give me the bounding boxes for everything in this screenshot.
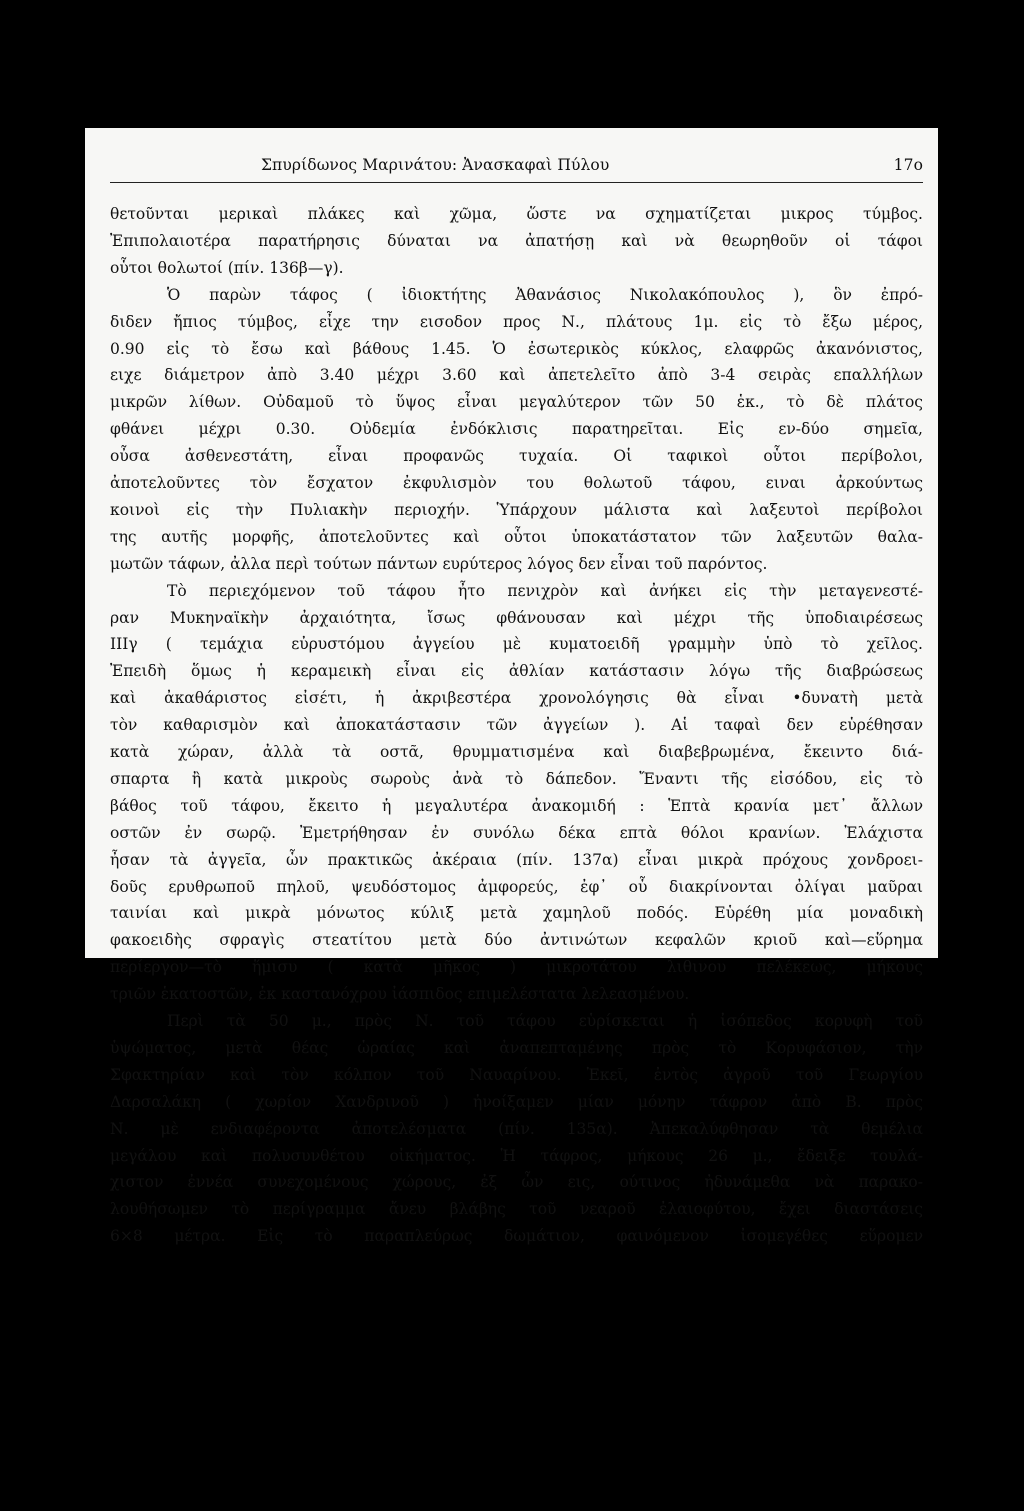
text-line: περίεργον—τὸ ἥμισυ ( κατὰ μῆκος ) μικροτάτου λιθινου πελέκεως, μήκους — [110, 958, 923, 977]
text-line: μεγάλου καὶ πολυσυνθέτου οἰκήματος. Ἡ τάφρος, μήκους 26 μ., ἔδειξε τουλά- — [110, 1146, 923, 1165]
text-line: 6×8 μέτρα. Εἰς τὸ παραπλεύρως δωμάτιον, φαινόμενον ἰσομεγέθες εὕρομεν — [110, 1227, 923, 1246]
text-line: κατὰ χώραν, ἀλλὰ τὰ οστᾶ, θρυμματισμένα καὶ διαβεβρωμένα, ἔκειντο διά- — [110, 743, 923, 761]
text-line: φακοειδὴς σφραγὶς στεατίτου μετὰ δύο ἀντινώτων κεφαλῶν κριοῦ καὶ—εὕρημα — [110, 931, 923, 950]
text-line: διδεν ἤπιος τύμβος, εἶχε την εισοδον προς Ν., πλάτους 1μ. εἰς τὸ ἔξω μέρος, — [110, 312, 923, 331]
text-line: μωτῶν τάφων, ἀλλα περὶ τούτων πάντων ευρύτερος λόγος δεν εἶναι τοῦ παρόντος. — [110, 554, 768, 573]
text-line: Σφακτηρίαν καὶ τὸν κόλπον τοῦ Ναυαρίνου. Ἐκεῖ, ἐντὸς ἀγροῦ τοῦ Γεωργίου — [110, 1065, 923, 1084]
text-line: ἀποτελοῦντες τὸν ἔσχατον ἐκφυλισμὸν του θολωτοῦ τάφου, ειναι ἀρκούντως — [110, 474, 923, 492]
text-line: χιστον ἐννέα συνεχομένους χώρους, ἐξ ὧν εις, ούτινος ἠδυνάμεθα νὰ παρακο- — [110, 1173, 923, 1192]
text-line: δοῦς ερυθρωποῦ πηλοῦ, ψευδόστομος ἀμφορεύς, ἐφ᾽ οὗ διακρίνονται ὀλίγαι μαῦραι — [110, 877, 923, 896]
page-number: 17ο — [893, 156, 923, 174]
text-line: ραν Μυκηναϊκὴν ἀρχαιότητα, ἴσως φθάνουσαν καὶ μέχρι τῆς ὑποδιαιρέσεως — [110, 608, 923, 627]
text-line: καὶ ἀκαθάριστος εἰσέτι, ἡ ἀκριβεστέρα χρονολόγησις θὰ εἶναι •δυνατὴ μετὰ — [110, 689, 923, 708]
text-line: ΙΙΙγ ( τεμάχια εὐρυστόμου ἀγγείου μὲ κυματοειδῆ γραμμὴν ὑπὸ τὸ χεῖλος. — [110, 635, 923, 654]
text-line: Ὁ παρὼν τάφος ( ἰδιοκτήτης Ἀθανάσιος Νικολακόπουλος ), ὃν ἐπρό- — [167, 285, 923, 304]
text-line: της αυτῆς μορφῆς, ἀποτελοῦντες καὶ οὗτοι ὑποκατάστατον τῶν λαξευτῶν θαλα- — [110, 527, 923, 546]
text-line: σπαρτα ἢ κατὰ μικροὺς σωροὺς ἀνὰ τὸ δάπεδον. Ἔναντι τῆς εἰσόδου, εἰς τὸ — [110, 769, 923, 788]
text-line: θετοῦνται μερικαὶ πλάκες καὶ χῶμα, ὥστε να σχηματίζεται μικρος τύμβος. — [110, 205, 923, 223]
text-line: Ἐπιπολαιοτέρα παρατήρησις δύναται να ἀπατήσῃ καὶ νὰ θεωρηθοῦν οἱ τάφοι — [110, 231, 923, 250]
text-line: Περὶ τὰ 50 μ., πρὸς Ν. τοῦ τάφου εὑρίσκεται ἡ ἰσόπεδος κορυφὴ τοῦ — [167, 1012, 923, 1030]
text-line: ειχε διάμετρον ἀπὸ 3.40 μέχρι 3.60 καὶ ἀπετελεῖτο ἀπὸ 3-4 σειρὰς επαλλήλων — [110, 366, 923, 385]
text-line: ταινίαι καὶ μικρὰ μόνωτος κύλιξ μετὰ χαμηλοῦ ποδός. Εὑρέθη μία μοναδικὴ — [110, 904, 923, 923]
text-line: οστῶν ἐν σωρῷ. Ἐμετρήθησαν ἐν συνόλω δέκα επτὰ θόλοι κρανίων. Ἐλάχιστα — [110, 823, 923, 842]
text-line: τὸν καθαρισμὸν καὶ ἀποκατάστασιν τῶν ἀγγείων ). Αἱ ταφαὶ δεν εὑρέθησαν — [110, 716, 923, 735]
document-page — [85, 128, 938, 1246]
text-line: οὗτοι θολωτοί (πίν. 136β—γ). — [110, 258, 344, 277]
text-line: βάθος τοῦ τάφου, ἔκειτο ἡ μεγαλυτέρα ἀνακομιδή : Ἑπτὰ κρανία μετ᾽ ἄλλων — [110, 796, 923, 815]
text-line: 0.90 εἰς τὸ ἔσω καὶ βάθους 1.45. Ὁ ἐσωτερικὸς κύκλος, ελαφρῶς ἀκανόνιστος, — [110, 339, 923, 358]
text-line: Ν. μὲ ενδιαφέροντα ἀποτελέσματα (πίν. 135α). Ἀπεκαλύφθησαν τὰ θεμέλια — [110, 1119, 923, 1138]
text-line: οὖσα ἀσθενεστάτη, εἶναι προφανῶς τυχαία. Οἱ ταφικοὶ οὗτοι περίβολοι, — [110, 447, 923, 466]
text-line: ἦσαν τὰ ἀγγεῖα, ὧν πρακτικῶς ἀκέραια (πίν. 137α) εἶναι μικρὰ πρόχους χονδροει- — [110, 850, 923, 869]
header-rule — [110, 182, 923, 183]
text-line: Ἐπειδὴ ὅμως ἡ κεραμεικὴ εἶναι εἰς ἀθλίαν κατάστασιν λόγω τῆς διαβρώσεως — [110, 662, 923, 681]
text-line: ὑψώματος, μετὰ θέας ὡραίας καὶ ἀναπεπταμένης πρὸς τὸ Κορυφάσιον, τὴν — [110, 1038, 923, 1057]
text-line: τριῶν ἑκατοστῶν, ἐκ καστανόχρου ἰάσπιδος επιμελέστατα λελεασμένου. — [110, 985, 690, 1004]
text-line: Τὸ περιεχόμενον τοῦ τάφου ἦτο πενιχρὸν καὶ ἀνήκει εἰς τὴν μεταγενεστέ- — [167, 581, 923, 600]
header-title: Σπυρίδωνος Μαρινάτου: Ἀνασκαφαὶ Πύλου — [261, 156, 610, 174]
text-line: Δαρσαλάκη ( χωρίον Χανδρινοῦ ) ἠνοίξαμεν μίαν μόνην τάφρον ἀπὸ Β. πρὸς — [110, 1092, 923, 1111]
text-line: φθάνει μέχρι 0.30. Οὐδεμία ἐνδόκλισις παρατηρεῖται. Εἰς εν-δύο σημεῖα, — [110, 420, 923, 439]
text-line: κοινοὶ εἰς τὴν Πυλιακὴν περιοχήν. Ὑπάρχουν μάλιστα καὶ λαξευτοὶ περίβολοι — [110, 500, 923, 519]
running-header — [85, 156, 938, 178]
text-line: λουθήσωμεν τὸ περίγραμμα ἄνευ βλάβης τοῦ νεαροῦ ἐλαιοφύτου, ἔχει διαστάσεις — [110, 1200, 923, 1219]
text-line: μικρῶν λίθων. Οὐδαμοῦ τὸ ὕψος εἶναι μεγαλύτερον τῶν 50 ἑκ., τὸ δὲ πλάτος — [110, 393, 923, 412]
